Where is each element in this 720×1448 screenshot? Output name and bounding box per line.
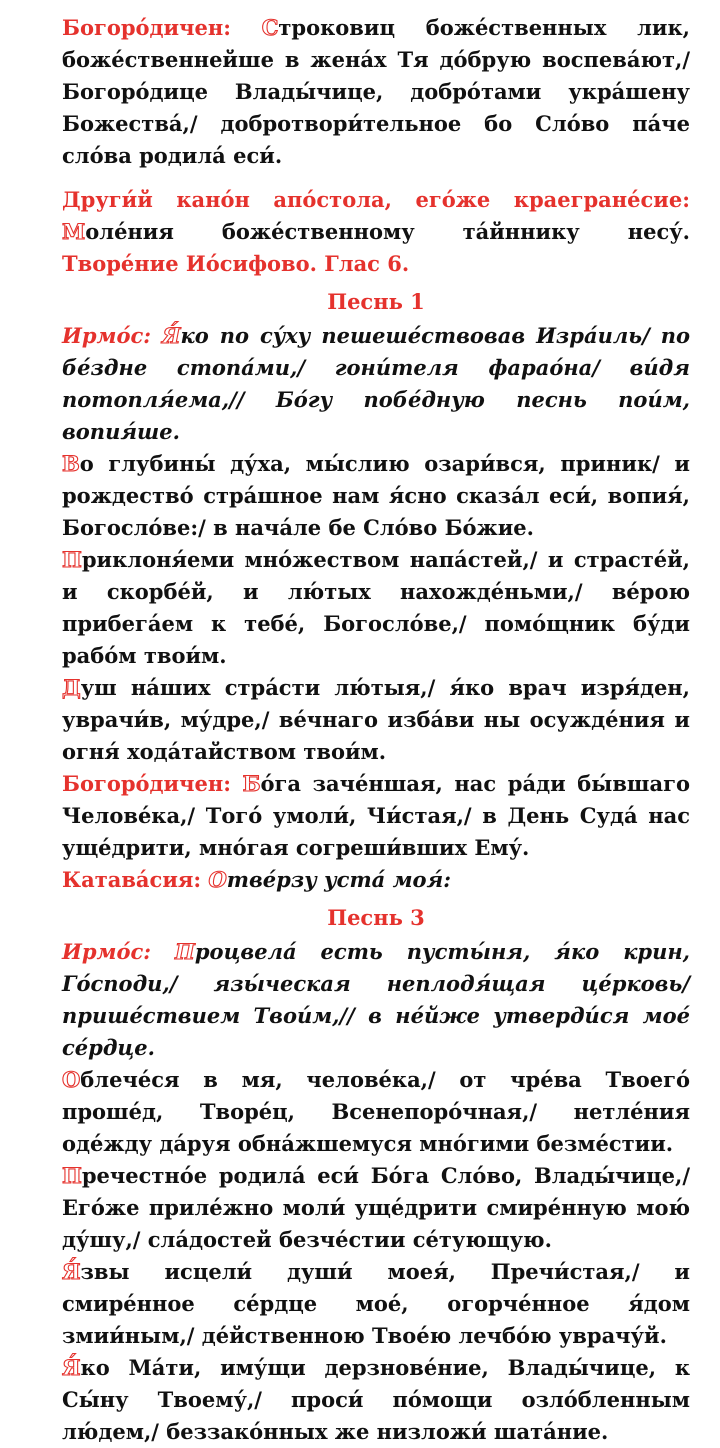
troparion-text: риклоня́еми мно́жеством напа́стей,/ и страсте́й, и скорбе́й, и лю́тых нахожде́ньми,/ ве́рою прибега́ем к тебе́, Богосло́ве,/ помо́щник бу́ди рабо́м твои́м.: [62, 547, 690, 668]
drop-initial: С: [261, 15, 279, 40]
ode-3-troparion-1: [62, 1064, 690, 1160]
troparion-text: о́га заче́ншая, нас ра́ди бы́вшаго Челове́ка,/ Того́ умоли́, Чи́стая,/ в День Суда́ нас уще́дрити, мно́гая согреши́вших Ему́.: [62, 771, 690, 860]
drop-initial: Я́: [62, 1259, 81, 1284]
drop-initial: П: [175, 939, 195, 964]
rubric-label: Ирмо́с:: [62, 939, 176, 964]
rubric-label: Катава́сия:: [62, 867, 209, 892]
irmos-end-marker: //: [339, 1003, 355, 1028]
liturgical-text-page: [62, 12, 690, 1448]
troparion-text: речестно́е родила́ еси́ Бо́га Сло́во, Влады́чице,/ Его́же приле́жно моли́ уще́дрити смире́нную мою́ ду́шу,/ сла́достей безче́стии се́тующую.: [62, 1163, 690, 1252]
drop-initial: Я́: [162, 323, 181, 348]
katavasia-text: тве́рзу уста́ моя́:: [226, 867, 452, 892]
ode-1-theotokion: [62, 768, 690, 864]
canon-title-paragraph: [62, 184, 690, 280]
troparion-text: звы исцели́ души́ моея́, Пречи́стая,/ и смире́нное се́рдце мое́, огорче́нное я́дом змии́ным,/ де́йственною Твое́ю лечбо́ю уврачу́й.: [62, 1259, 690, 1348]
rubric-label: Други́й кано́н апо́стола, его́же краегране́сие:: [62, 187, 690, 212]
ode-3-troparion-3: [62, 1256, 690, 1352]
ode-1-irmos: [62, 320, 690, 448]
ode-3-troparion-4: [62, 1352, 690, 1448]
irmos-text: роцвела́ есть пусты́ня, я́ко крин, Го́споди,/ язы́ческая неплодя́щая це́рковь/ прише́ствием Твои́м,: [62, 939, 690, 1028]
rubric-label: Богоро́дичен:: [62, 771, 243, 796]
irmos-tail: в не́йже утверди́ся мое́ се́рдце.: [62, 1003, 690, 1060]
rubric-label: Ирмо́с:: [62, 323, 162, 348]
ode-1-troparion-3: [62, 672, 690, 768]
drop-initial: П: [62, 1163, 82, 1188]
ode-1-heading: Песнь 1: [327, 289, 425, 314]
troparion-text: о глубины́ ду́ха, мы́слию озари́вся, приник/ и рождество́ стра́шное нам я́сно сказа́л еси́, вопия́, Богосло́ве:/ в нача́ле бе Сло́во Бо́жие.: [62, 451, 690, 540]
drop-initial: Б: [242, 771, 261, 796]
irmos-text: ко по су́ху пешеше́ствовав Изра́иль/ по бе́здне стопа́ми,/ гони́теля фарао́на/ ви́дя потопля́ема,: [62, 323, 690, 412]
ode-3-troparion-2: [62, 1160, 690, 1256]
ode-1-troparion-2: [62, 544, 690, 672]
troparion-text: блече́ся в мя, челове́ка,/ от чре́ва Твоего́ проше́д, Творе́ц, Всенепоро́чная,/ нетле́ния оде́жду да́руя обна́жшемуся мно́гими безме́стии.: [62, 1067, 690, 1156]
ode-1-troparion-1: [62, 448, 690, 544]
drop-initial: О: [62, 1067, 81, 1092]
troparion-text: уш на́ших стра́сти лю́тыя,/ я́ко врач изря́ден, уврачи́в, му́дре,/ ве́чнаго изба́ви ны осужде́ния и огня́ хода́тайством твои́м.: [62, 675, 690, 764]
drop-initial: О: [208, 867, 227, 892]
drop-initial: П: [62, 547, 82, 572]
canon-author-rubric: Творе́ние Ио́сифово. Глас 6.: [62, 251, 410, 276]
ode-3-irmos: [62, 936, 690, 1064]
drop-initial: Д: [62, 675, 81, 700]
drop-initial: Я́: [62, 1355, 81, 1380]
paragraph-text: троковиц боже́ственных лик, боже́ственнейше в жена́х Тя до́брую воспева́ют,/ Богоро́дице Влады́чице, добро́тами укра́шену Божества́,/ добротвори́тельное бо Сло́во па́че сло́ва родила́ еси́.: [62, 15, 690, 168]
drop-initial: М: [62, 219, 86, 244]
irmos-tail: Бо́гу побе́дную песнь пои́м, вопия́ше.: [62, 387, 690, 444]
ode-3-heading: Песнь 3: [327, 905, 425, 930]
acrostic-text: оле́ния боже́ственному та́йннику несу́.: [85, 219, 690, 244]
irmos-end-marker: //: [229, 387, 245, 412]
rubric-label: Богоро́дичен:: [62, 15, 262, 40]
bogorodichen-paragraph: [62, 12, 690, 172]
troparion-text: ко Ма́ти, иму́щи дерзнове́ние, Влады́чице, к Сы́ну Твоему́,/ проси́ по́мощи озло́бленным лю́дем,/ беззако́нных же низложи́ шата́ние.: [62, 1355, 690, 1444]
ode-1-katavasia: [62, 864, 690, 896]
drop-initial: В: [62, 451, 80, 476]
